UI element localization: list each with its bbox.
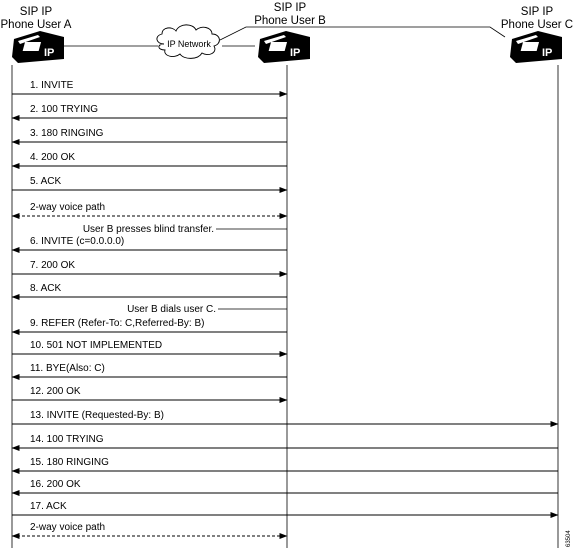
message-label: 7. 200 OK — [30, 260, 76, 271]
message-label: 8. ACK — [30, 283, 62, 294]
message-arrow — [12, 386, 287, 400]
message-arrow — [12, 479, 558, 493]
message-arrow — [12, 202, 287, 216]
phone-c-badge: IP — [542, 47, 553, 59]
participant-b-title-line2: Phone User B — [254, 15, 326, 27]
message-label: 5. ACK — [30, 176, 62, 187]
message-arrow — [12, 340, 287, 354]
note-text: User B dials user C. — [127, 304, 216, 315]
message-arrow — [12, 128, 287, 142]
participant-c-title-line1: SIP IP — [520, 6, 554, 18]
message-arrow — [12, 176, 287, 190]
message-arrow — [12, 236, 287, 250]
message-arrow — [12, 104, 287, 118]
message-arrow — [12, 434, 558, 448]
message-label: 11. BYE(Also: C) — [30, 363, 105, 374]
participant-c-title-line2: Phone User C — [500, 19, 574, 31]
message-label: 17. ACK — [30, 501, 67, 512]
phone-a-badge: IP — [44, 47, 55, 59]
note-text: User B presses blind transfer. — [82, 224, 214, 235]
participant-a-title-line2: Phone User A — [0, 19, 72, 31]
message-label: 2. 100 TRYING — [30, 104, 98, 115]
message-label: 4. 200 OK — [30, 152, 76, 163]
ip-network-label: IP Network — [167, 39, 211, 49]
ip-phone-icon — [12, 31, 64, 63]
phone-b-badge: IP — [290, 47, 301, 59]
message-label: 1. INVITE — [30, 80, 74, 91]
cloud-icon — [157, 25, 220, 59]
message-label: 13. INVITE (Requested-By: B) — [30, 410, 164, 421]
figure-id: 63504 — [566, 530, 572, 547]
message-arrow — [12, 80, 287, 94]
message-arrow — [12, 318, 287, 332]
message-label: 10. 501 NOT IMPLEMENTED — [30, 340, 163, 351]
message-arrow — [12, 260, 287, 274]
message-label: 14. 100 TRYING — [30, 434, 104, 445]
message-label: 9. REFER (Refer-To: C,Referred-By: B) — [30, 318, 205, 329]
message-arrow — [12, 522, 287, 536]
message-arrow — [12, 152, 287, 166]
message-label: 3. 180 RINGING — [30, 128, 104, 139]
note-blind-transfer — [83, 224, 287, 235]
ip-phone-icon — [258, 31, 310, 63]
participant-a-title-line1: SIP IP — [19, 6, 53, 18]
message-arrow — [12, 283, 287, 297]
participant-b-title-line1: SIP IP — [273, 2, 307, 14]
message-label: 2-way voice path — [30, 522, 106, 533]
message-label: 2-way voice path — [30, 202, 106, 213]
ip-phone-icon — [510, 31, 562, 63]
message-label: 16. 200 OK — [30, 479, 81, 490]
message-label: 15. 180 RINGING — [30, 457, 109, 468]
message-list — [12, 80, 558, 536]
message-arrow — [12, 363, 287, 377]
message-label: 12. 200 OK — [30, 386, 81, 397]
message-arrow — [12, 410, 558, 424]
message-label: 6. INVITE (c=0.0.0.0) — [30, 236, 125, 247]
message-arrow — [12, 501, 558, 515]
note-dials-user-c — [127, 304, 287, 315]
message-arrow — [12, 457, 558, 471]
